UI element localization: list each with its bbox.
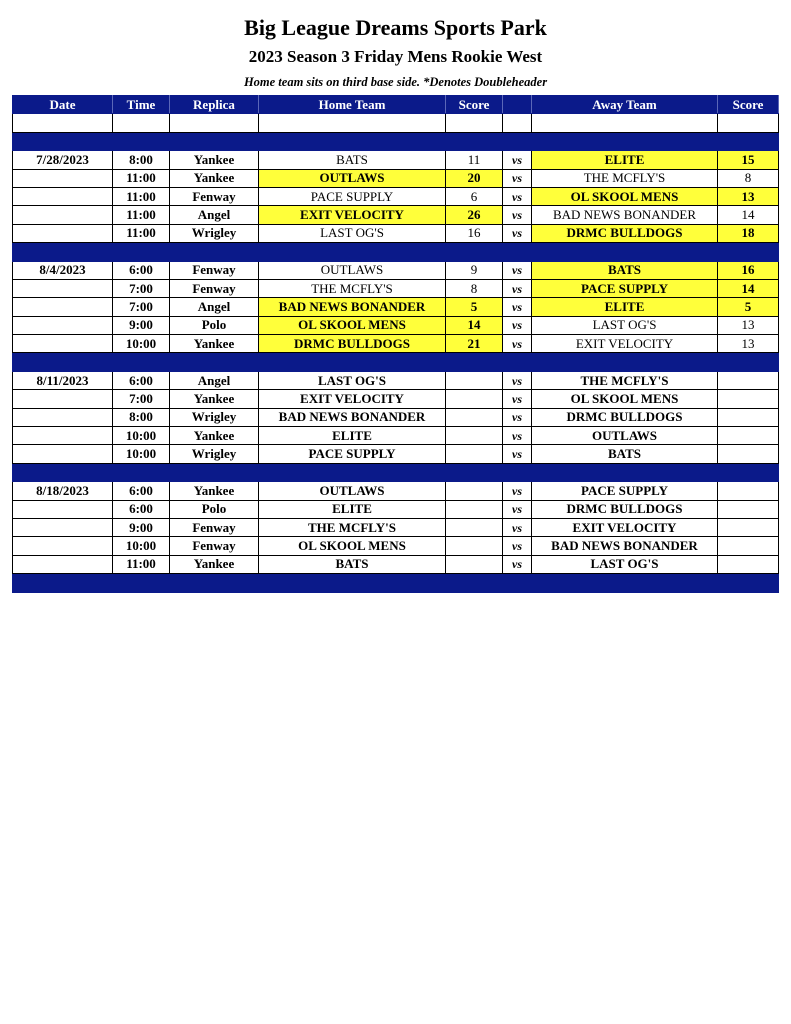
game-date [13, 390, 113, 408]
separator-cell [718, 353, 779, 371]
blank-cell [446, 114, 503, 132]
week-separator [13, 243, 779, 261]
home-team: DRMC BULLDOGS [259, 335, 446, 353]
separator-cell [718, 132, 779, 150]
game-time: 10:00 [113, 427, 170, 445]
separator-cell [170, 574, 259, 592]
week-separator [13, 353, 779, 371]
game-row [13, 537, 779, 555]
game-replica: Yankee [170, 427, 259, 445]
home-score [446, 371, 503, 389]
away-team: LAST OG'S [532, 316, 718, 334]
home-team: THE MCFLY'S [259, 279, 446, 297]
vs-label: vs [503, 537, 532, 555]
separator-cell [259, 463, 446, 481]
home-score: 6 [446, 187, 503, 205]
separator-cell [13, 574, 113, 592]
page-subtitle: 2023 Season 3 Friday Mens Rookie West [248, 47, 543, 66]
game-row [13, 169, 779, 187]
game-row [13, 335, 779, 353]
game-replica: Yankee [170, 169, 259, 187]
separator-cell [259, 574, 446, 592]
game-row [13, 279, 779, 297]
game-row [13, 518, 779, 536]
separator-cell [13, 132, 113, 150]
game-replica: Fenway [170, 279, 259, 297]
vs-label: vs [503, 224, 532, 242]
vs-label: vs [503, 518, 532, 536]
home-team: LAST OG'S [259, 371, 446, 389]
away-score [718, 390, 779, 408]
away-score: 8 [718, 169, 779, 187]
separator-cell [446, 353, 503, 371]
home-team: BAD NEWS BONANDER [259, 408, 446, 426]
game-row [13, 482, 779, 500]
home-score: 21 [446, 335, 503, 353]
home-team: OUTLAWS [259, 261, 446, 279]
col-away-score: Score [718, 96, 779, 114]
game-replica: Polo [170, 500, 259, 518]
home-team: BATS [259, 151, 446, 169]
game-replica: Yankee [170, 335, 259, 353]
home-team: PACE SUPPLY [259, 445, 446, 463]
week-separator [13, 463, 779, 481]
game-time: 11:00 [113, 224, 170, 242]
away-team: EXIT VELOCITY [532, 518, 718, 536]
game-time: 7:00 [113, 298, 170, 316]
away-score [718, 371, 779, 389]
game-time: 8:00 [113, 151, 170, 169]
game-replica: Angel [170, 298, 259, 316]
game-date [13, 316, 113, 334]
game-date [13, 335, 113, 353]
game-replica: Yankee [170, 482, 259, 500]
separator-cell [503, 132, 532, 150]
game-time: 8:00 [113, 408, 170, 426]
blank-cell [170, 114, 259, 132]
separator-cell [532, 243, 718, 261]
separator-cell [113, 243, 170, 261]
vs-label: vs [503, 390, 532, 408]
home-team: OUTLAWS [259, 482, 446, 500]
game-row [13, 390, 779, 408]
away-team: BATS [532, 445, 718, 463]
vs-label: vs [503, 408, 532, 426]
separator-cell [170, 132, 259, 150]
col-date: Date [13, 96, 113, 114]
separator-cell [532, 463, 718, 481]
home-score [446, 500, 503, 518]
game-row [13, 316, 779, 334]
col-away-team: Away Team [532, 96, 718, 114]
game-row [13, 555, 779, 573]
game-replica: Wrigley [170, 445, 259, 463]
away-score [718, 408, 779, 426]
home-team: PACE SUPPLY [259, 187, 446, 205]
game-date: 8/4/2023 [13, 261, 113, 279]
vs-label: vs [503, 335, 532, 353]
game-time: 9:00 [113, 518, 170, 536]
game-replica: Wrigley [170, 408, 259, 426]
vs-label: vs [503, 169, 532, 187]
away-team: EXIT VELOCITY [532, 335, 718, 353]
col-replica: Replica [170, 96, 259, 114]
game-row [13, 408, 779, 426]
game-date: 8/18/2023 [13, 482, 113, 500]
separator-cell [532, 132, 718, 150]
home-team: EXIT VELOCITY [259, 390, 446, 408]
home-score: 5 [446, 298, 503, 316]
game-date [13, 169, 113, 187]
separator-cell [259, 243, 446, 261]
game-row [13, 371, 779, 389]
game-replica: Fenway [170, 518, 259, 536]
game-replica: Fenway [170, 261, 259, 279]
game-date [13, 206, 113, 224]
away-team: DRMC BULLDOGS [532, 500, 718, 518]
game-date [13, 298, 113, 316]
away-score: 13 [718, 335, 779, 353]
vs-label: vs [503, 427, 532, 445]
home-team: OL SKOOL MENS [259, 316, 446, 334]
home-team: OUTLAWS [259, 169, 446, 187]
separator-cell [532, 353, 718, 371]
home-score: 20 [446, 169, 503, 187]
home-score [446, 408, 503, 426]
home-score: 14 [446, 316, 503, 334]
away-score [718, 500, 779, 518]
game-row [13, 298, 779, 316]
game-replica: Yankee [170, 555, 259, 573]
game-time: 6:00 [113, 261, 170, 279]
separator-cell [113, 353, 170, 371]
vs-label: vs [503, 445, 532, 463]
away-team: ELITE [532, 298, 718, 316]
game-replica: Yankee [170, 151, 259, 169]
separator-cell [13, 463, 113, 481]
home-score: 16 [446, 224, 503, 242]
game-date [13, 427, 113, 445]
blank-cell [13, 114, 113, 132]
vs-label: vs [503, 555, 532, 573]
separator-cell [13, 243, 113, 261]
game-date [13, 187, 113, 205]
game-time: 6:00 [113, 371, 170, 389]
vs-label: vs [503, 316, 532, 334]
game-row [13, 445, 779, 463]
game-date [13, 537, 113, 555]
separator-cell [503, 243, 532, 261]
home-score [446, 390, 503, 408]
game-row [13, 206, 779, 224]
game-time: 11:00 [113, 555, 170, 573]
away-score [718, 537, 779, 555]
separator-cell [113, 574, 170, 592]
game-replica: Yankee [170, 390, 259, 408]
game-date [13, 224, 113, 242]
game-row [13, 261, 779, 279]
col-vs [503, 96, 532, 114]
game-date [13, 408, 113, 426]
separator-cell [446, 243, 503, 261]
game-time: 10:00 [113, 537, 170, 555]
game-row [13, 427, 779, 445]
separator-cell [503, 353, 532, 371]
game-time: 7:00 [113, 390, 170, 408]
home-team: BAD NEWS BONANDER [259, 298, 446, 316]
game-date [13, 518, 113, 536]
home-score [446, 482, 503, 500]
home-team: EXIT VELOCITY [259, 206, 446, 224]
blank-cell [113, 114, 170, 132]
game-replica: Polo [170, 316, 259, 334]
separator-cell [170, 353, 259, 371]
separator-cell [718, 243, 779, 261]
week-separator [13, 132, 779, 150]
blank-row [13, 114, 779, 132]
blank-cell [532, 114, 718, 132]
home-score: 9 [446, 261, 503, 279]
game-time: 11:00 [113, 169, 170, 187]
away-score: 15 [718, 151, 779, 169]
game-date [13, 500, 113, 518]
game-time: 10:00 [113, 445, 170, 463]
separator-cell [259, 353, 446, 371]
away-score: 5 [718, 298, 779, 316]
separator-cell [170, 463, 259, 481]
home-score [446, 518, 503, 536]
away-team: THE MCFLY'S [532, 371, 718, 389]
away-score: 14 [718, 279, 779, 297]
away-score: 18 [718, 224, 779, 242]
away-team: BATS [532, 261, 718, 279]
home-score [446, 445, 503, 463]
vs-label: vs [503, 298, 532, 316]
vs-label: vs [503, 187, 532, 205]
game-replica: Fenway [170, 537, 259, 555]
away-team: PACE SUPPLY [532, 279, 718, 297]
separator-cell [170, 243, 259, 261]
away-team: BAD NEWS BONANDER [532, 206, 718, 224]
game-date [13, 279, 113, 297]
schedule-note: Home team sits on third base side. *Denotes Doubleheader [243, 75, 548, 89]
away-team: OL SKOOL MENS [532, 390, 718, 408]
vs-label: vs [503, 261, 532, 279]
game-time: 7:00 [113, 279, 170, 297]
game-row [13, 500, 779, 518]
game-time: 11:00 [113, 187, 170, 205]
separator-cell [532, 574, 718, 592]
away-team: DRMC BULLDOGS [532, 224, 718, 242]
game-row [13, 151, 779, 169]
week-separator [13, 574, 779, 592]
game-row [13, 187, 779, 205]
col-home-team: Home Team [259, 96, 446, 114]
home-team: OL SKOOL MENS [259, 537, 446, 555]
game-date [13, 445, 113, 463]
vs-label: vs [503, 151, 532, 169]
away-score: 16 [718, 261, 779, 279]
separator-cell [13, 353, 113, 371]
away-team: OUTLAWS [532, 427, 718, 445]
away-score [718, 427, 779, 445]
home-score: 8 [446, 279, 503, 297]
away-team: BAD NEWS BONANDER [532, 537, 718, 555]
away-team: LAST OG'S [532, 555, 718, 573]
col-home-score: Score [446, 96, 503, 114]
game-date [13, 555, 113, 573]
away-team: DRMC BULLDOGS [532, 408, 718, 426]
away-team: PACE SUPPLY [532, 482, 718, 500]
col-time: Time [113, 96, 170, 114]
home-score [446, 427, 503, 445]
separator-cell [503, 463, 532, 481]
home-team: BATS [259, 555, 446, 573]
away-team: ELITE [532, 151, 718, 169]
game-row [13, 224, 779, 242]
vs-label: vs [503, 371, 532, 389]
away-score: 14 [718, 206, 779, 224]
away-team: THE MCFLY'S [532, 169, 718, 187]
game-date: 7/28/2023 [13, 151, 113, 169]
vs-label: vs [503, 279, 532, 297]
separator-cell [446, 132, 503, 150]
home-team: ELITE [259, 500, 446, 518]
separator-cell [113, 463, 170, 481]
home-score: 11 [446, 151, 503, 169]
separator-cell [503, 574, 532, 592]
game-time: 6:00 [113, 500, 170, 518]
separator-cell [446, 574, 503, 592]
game-time: 6:00 [113, 482, 170, 500]
schedule-table [12, 95, 779, 593]
separator-cell [113, 132, 170, 150]
game-time: 10:00 [113, 335, 170, 353]
away-score [718, 555, 779, 573]
vs-label: vs [503, 206, 532, 224]
away-score [718, 445, 779, 463]
vs-label: vs [503, 500, 532, 518]
home-score: 26 [446, 206, 503, 224]
away-score [718, 482, 779, 500]
away-score [718, 518, 779, 536]
header-row [13, 96, 779, 114]
separator-cell [259, 132, 446, 150]
blank-cell [259, 114, 446, 132]
game-replica: Fenway [170, 187, 259, 205]
schedule-body [13, 114, 779, 592]
game-time: 11:00 [113, 206, 170, 224]
separator-cell [446, 463, 503, 481]
game-time: 9:00 [113, 316, 170, 334]
home-team: THE MCFLY'S [259, 518, 446, 536]
game-replica: Angel [170, 371, 259, 389]
away-team: OL SKOOL MENS [532, 187, 718, 205]
game-replica: Angel [170, 206, 259, 224]
home-team: ELITE [259, 427, 446, 445]
vs-label: vs [503, 482, 532, 500]
blank-cell [718, 114, 779, 132]
home-team: LAST OG'S [259, 224, 446, 242]
separator-cell [718, 574, 779, 592]
away-score: 13 [718, 316, 779, 334]
home-score [446, 537, 503, 555]
game-date: 8/11/2023 [13, 371, 113, 389]
page-title: Big League Dreams Sports Park [244, 15, 547, 40]
separator-cell [718, 463, 779, 481]
away-score: 13 [718, 187, 779, 205]
home-score [446, 555, 503, 573]
blank-cell [503, 114, 532, 132]
game-replica: Wrigley [170, 224, 259, 242]
